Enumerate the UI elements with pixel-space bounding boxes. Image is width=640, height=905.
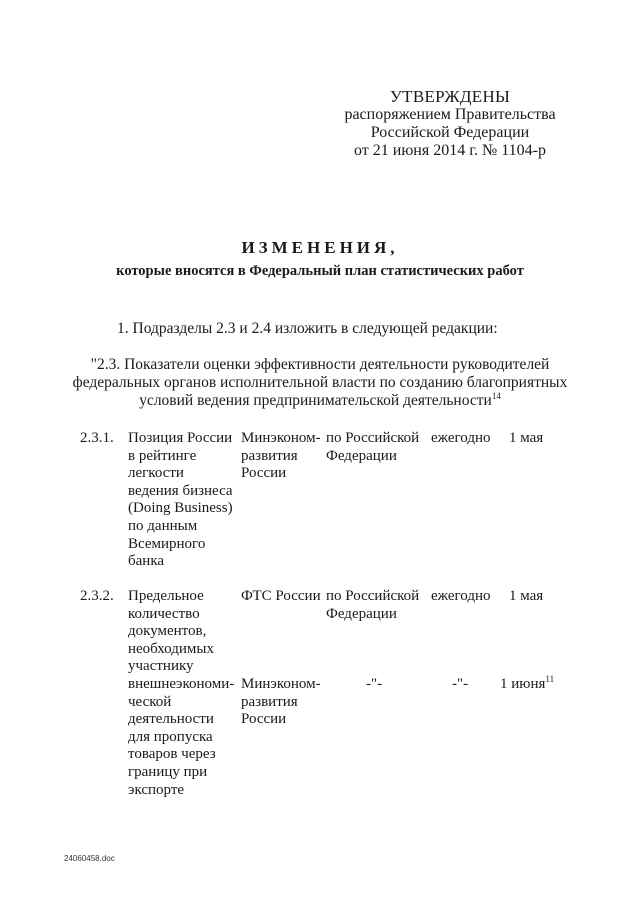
section-line-1: "2.3. Показатели оценки эффективности деятельности руководителей: [90, 356, 550, 373]
row-1-name-line: (Doing Business): [128, 500, 233, 517]
row-2-name-line: участнику: [128, 658, 194, 675]
row-2-sub-department-line: России: [241, 711, 287, 728]
row-2-name-line: деятельности: [128, 711, 214, 728]
row-1-department-line: развития: [241, 447, 298, 464]
row-2-name-line: внешнеэкономи-: [128, 675, 235, 692]
approval-line-3: от 21 июня 2014 г. № 1104-р: [354, 142, 546, 159]
section-footnote-ref: 14: [491, 390, 501, 401]
row-1-name-line: по данным: [128, 517, 198, 534]
row-1-department-line: России: [241, 465, 287, 482]
row-2-frequency: ежегодно: [431, 588, 491, 604]
row-2-name-line: количество: [128, 605, 200, 622]
row-2-name-line: экспорте: [128, 781, 185, 798]
row-2-sub-frequency: -"-: [452, 676, 469, 692]
row-2-department-line: ФТС России: [241, 588, 321, 604]
row-2-department: [241, 588, 321, 606]
row-1-name-line: банка: [128, 553, 165, 570]
row-2-name-line: ческой: [128, 693, 172, 710]
approval-block: [330, 88, 570, 160]
section-heading: [60, 356, 580, 410]
row-1-name: [128, 430, 233, 571]
row-2-scope: [326, 588, 419, 623]
row-2-date: 1 мая: [509, 588, 544, 604]
row-1-name-line: в рейтинге: [128, 447, 197, 464]
row-2-sub-department-line: развития: [241, 693, 298, 710]
row-1-name-line: легкости: [128, 465, 184, 482]
row-1-number: 2.3.1.: [80, 430, 114, 446]
row-2-name-line: Предельное: [128, 588, 204, 604]
row-2-sub-date-text: 1 июня: [500, 676, 546, 692]
row-1-scope-line: Федерации: [326, 447, 397, 464]
row-2-name-line: документов,: [128, 623, 207, 640]
row-1-date: 1 мая: [509, 430, 544, 446]
row-2-sub-date: [500, 676, 554, 694]
section-line-2: федеральных органов исполнительной власти по созданию благоприятных: [72, 374, 568, 391]
row-2-name-line: для пропуска: [128, 728, 213, 745]
row-1-department: [241, 430, 321, 483]
row-2-name-line: границу при: [128, 763, 208, 780]
row-2-sub-scope: -"-: [366, 676, 383, 692]
row-2-sub-footnote-ref: 11: [545, 674, 555, 684]
section-line-3: [60, 392, 580, 410]
document-title: ИЗМЕНЕНИЯ,: [241, 238, 399, 257]
approval-heading: УТВЕРЖДЕНЫ: [389, 87, 511, 106]
approval-line-2: Российской Федерации: [370, 124, 530, 141]
approval-line-1: распоряжением Правительства: [344, 106, 556, 123]
row-1-scope: [326, 430, 419, 465]
section-line-3-text: условий ведения предпринимательской деятельности: [139, 392, 492, 409]
row-2-sub-department: [241, 676, 321, 729]
row-2-number: 2.3.2.: [80, 588, 114, 604]
row-1-frequency: ежегодно: [431, 430, 491, 446]
row-2-sub-department-line: Минэконом-: [241, 676, 321, 692]
row-2-scope-line: Федерации: [326, 605, 397, 622]
file-name-footer: 24060458.doc: [64, 854, 115, 863]
row-1-department-line: Минэконом-: [241, 430, 321, 446]
row-2-name-line: необходимых: [128, 640, 214, 657]
row-1-name-line: Всемирного: [128, 535, 206, 552]
paragraph-1: 1. Подразделы 2.3 и 2.4 изложить в следующей редакции:: [117, 320, 498, 337]
row-1-name-line: ведения бизнеса: [128, 482, 233, 499]
row-2-name: [128, 588, 234, 799]
document-subtitle: которые вносятся в Федеральный план статистических работ: [116, 263, 524, 279]
row-2-scope-line: по Российской: [326, 588, 420, 604]
row-1-scope-line: по Российской: [326, 430, 420, 446]
row-1-name-line: Позиция России: [128, 430, 233, 446]
row-2-name-line: товаров через: [128, 746, 216, 763]
